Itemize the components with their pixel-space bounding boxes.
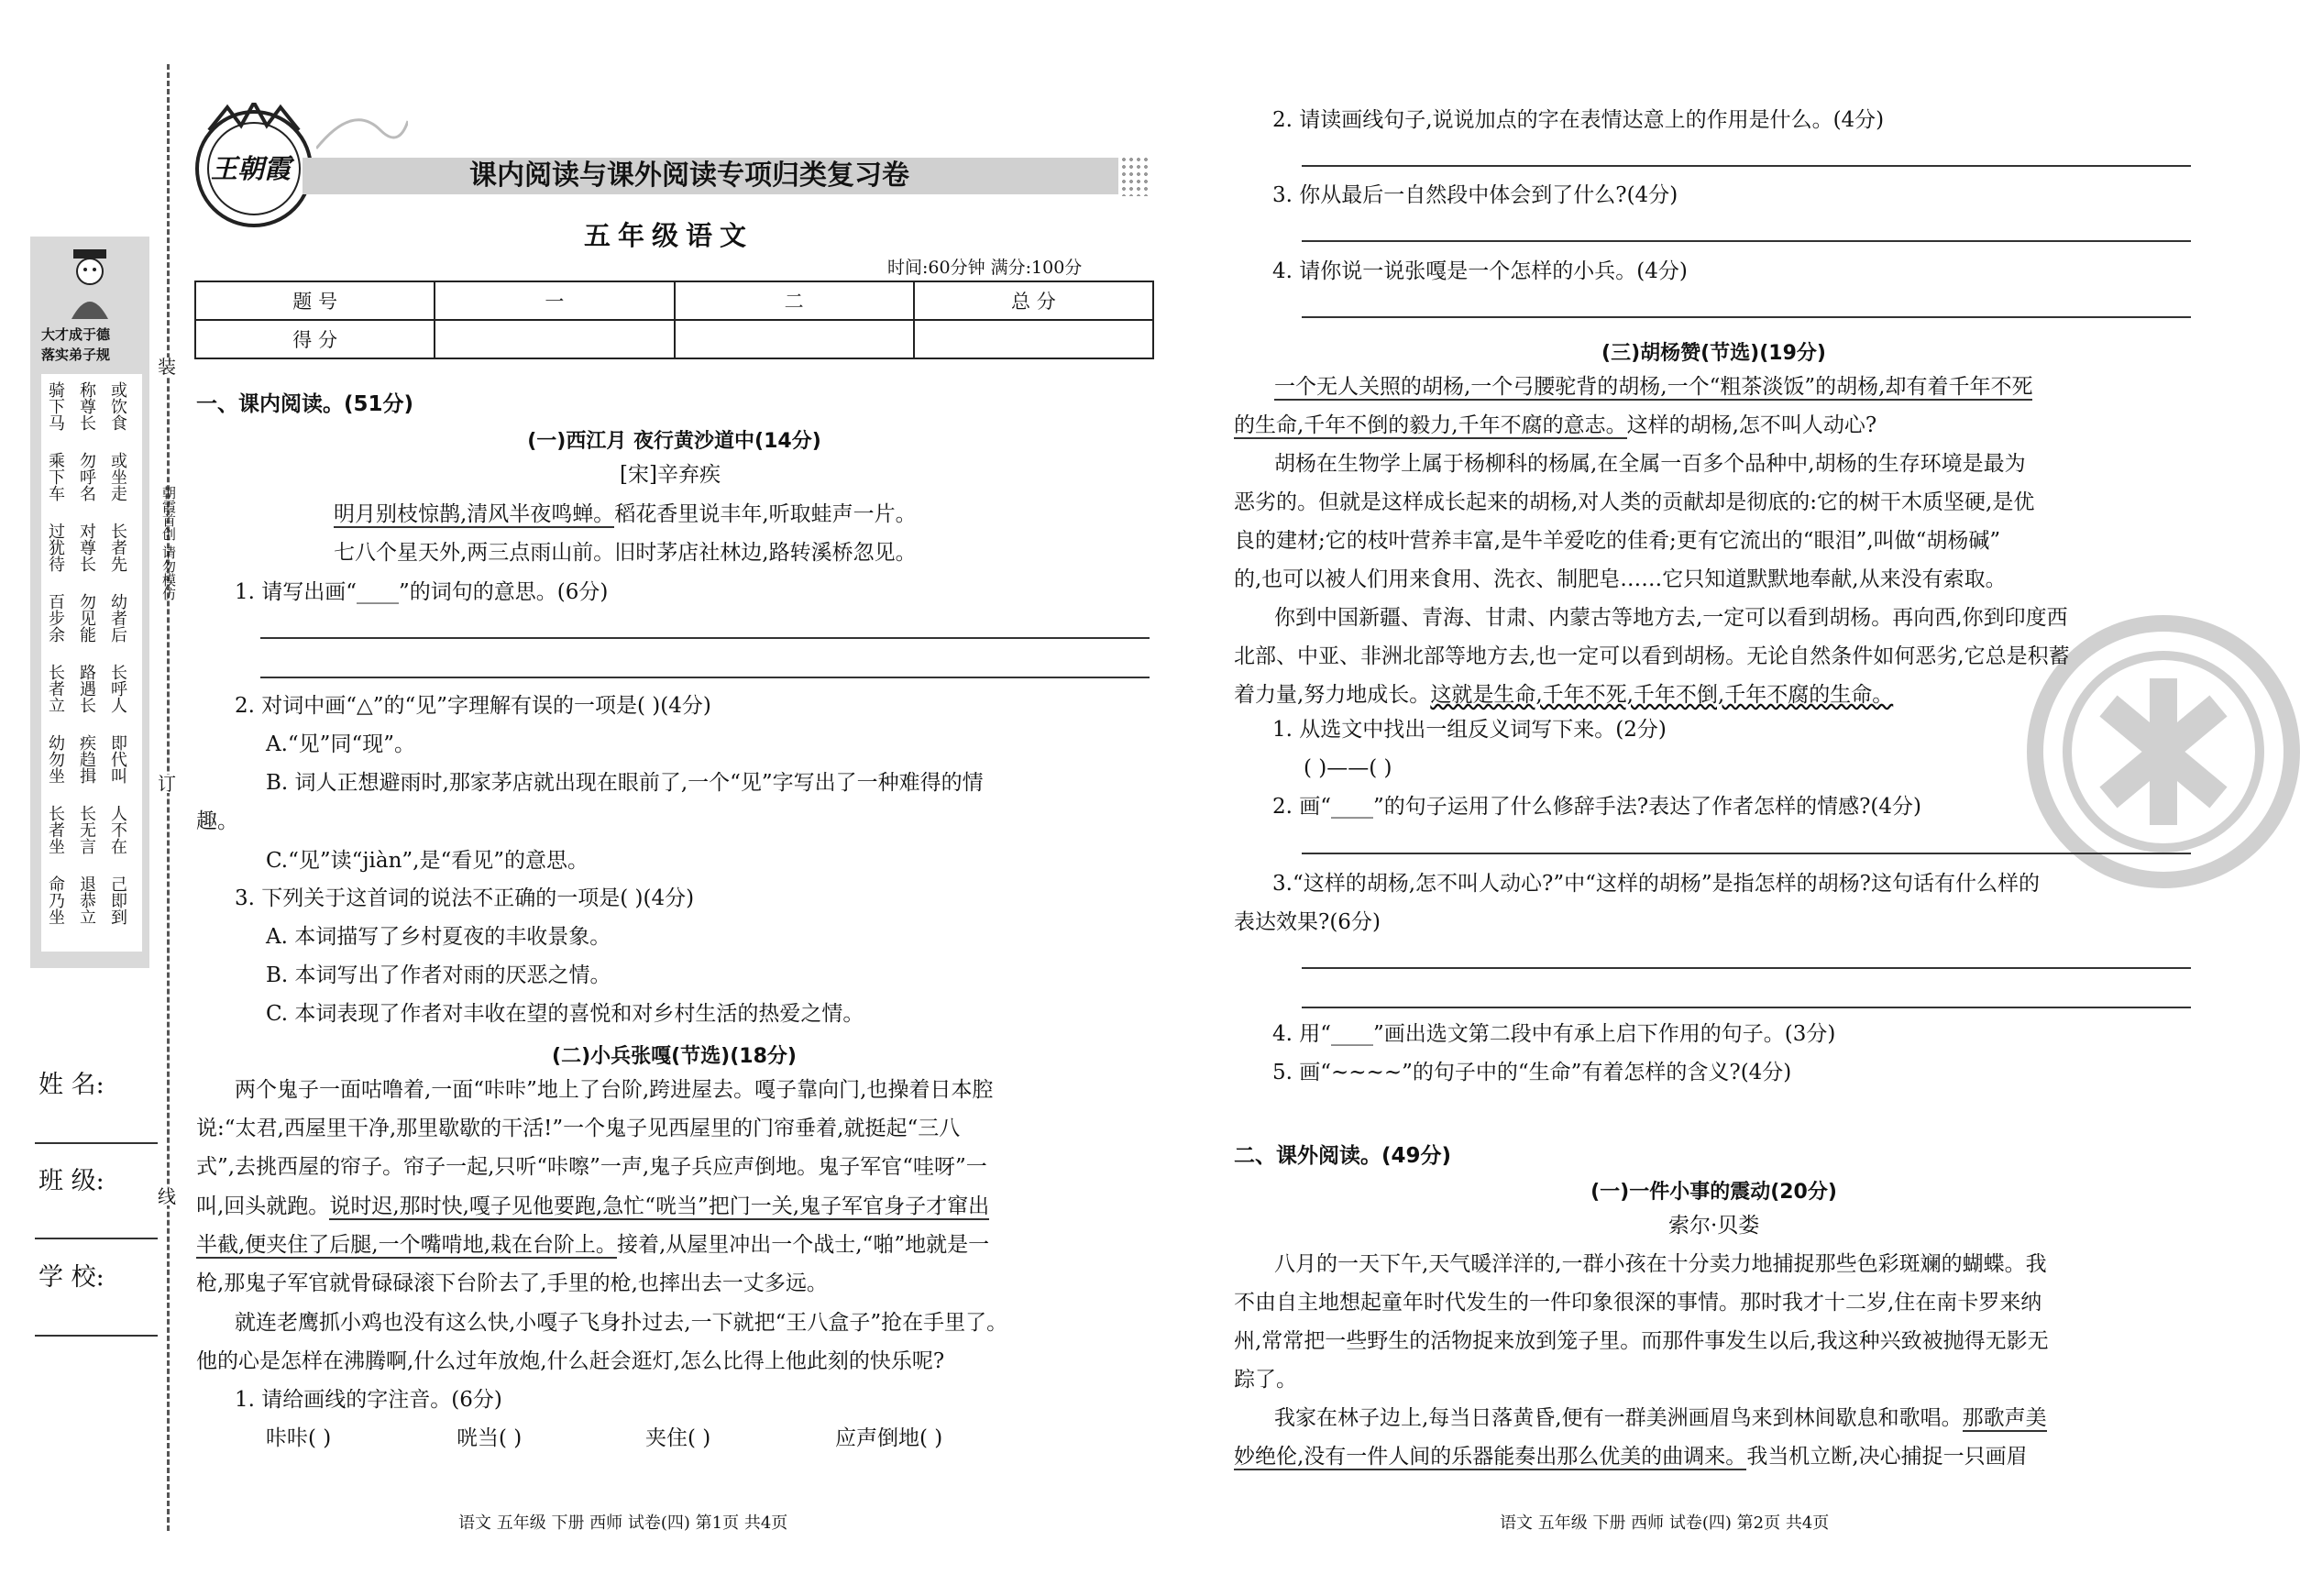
passage-underlined: 那歌声美 <box>1962 1406 2047 1430</box>
passage-author: 索尔·贝娄 <box>1668 1214 1760 1238</box>
poem-line-1 <box>334 504 917 525</box>
poem-column: 骑下马 <box>46 381 65 431</box>
name-line[interactable] <box>35 1142 158 1144</box>
poem-column: 或饮食 <box>108 381 127 431</box>
question: 1. 请给画线的字注音。(6分) <box>235 1388 502 1412</box>
passage-text: 我家在林子边上,每当日落黄昏,便有一群美洲画眉鸟来到林间歇息和歌唱。 <box>1274 1406 1963 1430</box>
exam-subtitle: 五年级语文 <box>584 220 754 251</box>
pinyin-item[interactable]: 应声倒地( ) <box>835 1426 943 1450</box>
poem-column: 退恭立 <box>77 875 96 925</box>
question: 4. 用“____”画出选文第二段中有承上启下作用的句子。(3分) <box>1272 1022 1836 1046</box>
page-footer: 语文 五年级 下册 西师 试卷(四) 第1页 共4页 <box>458 1513 788 1533</box>
answer-line[interactable] <box>260 637 1150 639</box>
passage-4-title: (一)一件小事的震动(20分) <box>1590 1181 1837 1204</box>
ribbon-icon <box>316 103 408 167</box>
passage-text: 这样的胡杨,怎不叫人动心? <box>1626 413 1877 437</box>
poem-line-2: 七八个星天外,两三点雨山前。旧时茅店社林边,路转溪桥忽见。 <box>334 541 917 565</box>
passage-line: 式”,去挑西屋的帘子。帘子一起,只听“咔嚓”一声,鬼子兵应声倒地。鬼子军官“哇呀”一 <box>196 1155 987 1179</box>
poem-column: 长者立 <box>46 664 65 713</box>
poem-underlined: 明月别枝惊鹊,清风半夜鸣蝉。 <box>334 502 615 526</box>
poem-column: 勿见能 <box>77 593 96 643</box>
poem-column: 或坐走 <box>108 452 127 501</box>
passage-line <box>196 1196 989 1217</box>
binding-dashed-line <box>167 64 170 1531</box>
exam-title: 课内阅读与课外阅读专项归类复习卷 <box>469 160 909 192</box>
score-header: 一 <box>435 281 674 320</box>
passage-line: 你到中国新疆、青海、甘肃、内蒙古等地方去,一定可以看到胡杨。再向西,你到印度西 <box>1274 606 2068 630</box>
question: 2. 请读画线句子,说说加点的字在表情达意上的作用是什么。(4分) <box>1272 108 1885 132</box>
poem-column: 路遇长 <box>77 664 96 713</box>
binding-char: 线 <box>158 1185 176 1207</box>
poem-column: 幼者后 <box>108 593 127 643</box>
poem-column: 己即到 <box>108 875 127 925</box>
answer-line[interactable] <box>1302 967 2191 969</box>
poem-column: 即代叫 <box>108 734 127 784</box>
option: 趣。 <box>196 809 238 833</box>
poem-column: 长无言 <box>77 805 96 854</box>
seal-text: 朝霞首创 <box>160 486 177 541</box>
pinyin-item[interactable]: 夹住( ) <box>645 1426 711 1450</box>
option: B. 词人正想避雨时,那家茅店就出现在眼前了,一个“见”字写出了一种难得的情 <box>266 771 984 795</box>
sidebar-motto: 落实弟子规 <box>41 347 111 363</box>
option: C. 本词表现了作者对丰收在望的喜悦和对乡村生活的热爱之情。 <box>266 1002 864 1026</box>
passage-line: 不由自主地想起童年时代发生的一件印象很深的事情。那时我才十二岁,住在南卡罗来纳 <box>1234 1291 2042 1315</box>
poem-column: 命乃坐 <box>46 875 65 925</box>
passage-text: 我当机立断,决心捕捉一只画眉 <box>1746 1445 2028 1469</box>
passage-line: 就连老鹰抓小鸡也没有这么快,小嘎子飞身扑过去,一下就把“王八盒子”抢在手里了。 <box>235 1311 1008 1335</box>
question: 表达效果?(6分) <box>1234 910 1381 934</box>
option: C.“见”读“jiàn”,是“看见”的意思。 <box>266 849 589 873</box>
answer-line[interactable] <box>1302 1007 2191 1008</box>
passage-underlined: 一个无人关照的胡杨,一个弓腰驼背的胡杨,一个“粗茶淡饭”的胡杨,却有着千年不死 <box>1274 375 2033 399</box>
passage-line <box>1274 1408 2047 1429</box>
poem-column: 乘下车 <box>46 452 65 501</box>
passage-line: 胡杨在生物学上属于杨柳科的杨属,在全属一百多个品种中,胡杨的生存环境是最为 <box>1274 452 2026 476</box>
score-row-label: 得 分 <box>195 320 435 358</box>
score-cell[interactable] <box>435 320 674 358</box>
passage-wavy: 这就是生命,千年不死,千年不倒,千年不腐的生命。 <box>1430 683 1894 707</box>
question: 3. 下列关于这首词的说法不正确的一项是( )(4分) <box>235 886 695 910</box>
scholar-figure-icon <box>62 248 117 321</box>
question: 2. 对词中画“△”的“见”字理解有误的一项是( )(4分) <box>235 694 711 718</box>
poem-column: 称尊长 <box>77 381 96 431</box>
poem-column: 对尊长 <box>77 523 96 572</box>
passage-text: 着力量,努力地成长。 <box>1234 683 1431 707</box>
school-label: 学 校: <box>39 1263 105 1292</box>
score-header: 总 分 <box>914 281 1153 320</box>
poem-text: 稻花香里说丰年,听取蛙声一片。 <box>614 502 917 526</box>
option: A. 本词描写了乡村夏夜的丰收景象。 <box>266 925 611 949</box>
passage-text: 叫,回头就跑。 <box>196 1194 330 1218</box>
poem-column: 长者坐 <box>46 805 65 854</box>
poem-column: 长呼人 <box>108 664 127 713</box>
section-1-title: 一、课内阅读。(51分) <box>196 392 414 416</box>
passage-line: 八月的一天下午,天气暖洋洋的,一群小孩在十分卖力地捕捉那些色彩斑斓的蝴蝶。我 <box>1274 1252 2047 1276</box>
question: 1. 从选文中找出一组反义词写下来。(2分) <box>1272 718 1667 742</box>
passage-line: 良的建材;它的枝叶营养丰富,是牛羊爱吃的佳肴;更有它流出的“眼泪”,叫做“胡杨碱” <box>1234 529 2001 553</box>
passage-line: 州,常常把一些野生的活物捉来放到笼子里。而那件事发生以后,我这种兴致被抛得无影无 <box>1234 1329 2049 1353</box>
score-header: 二 <box>675 281 914 320</box>
pinyin-item[interactable]: 咔咔( ) <box>266 1426 332 1450</box>
passage-line <box>1234 1447 2028 1468</box>
section-2-title: 二、课外阅读。(49分) <box>1234 1144 1452 1168</box>
name-label: 姓 名: <box>39 1071 105 1099</box>
passage-line <box>1234 415 1876 436</box>
passage-line: 北部、中亚、非洲北部等地方去,也一定可以看到胡杨。无论自然条件如何恶劣,它总是积蓄 <box>1234 644 2070 668</box>
poem-author: [宋]辛弃疾 <box>620 463 721 487</box>
page-footer: 语文 五年级 下册 西师 试卷(四) 第2页 共4页 <box>1500 1513 1830 1533</box>
poem-column: 长者先 <box>108 523 127 572</box>
passage-line <box>1274 377 2032 398</box>
sidebar-poem <box>41 374 142 952</box>
poem-column: 百步余 <box>46 593 65 643</box>
score-cell[interactable] <box>675 320 914 358</box>
answer-line[interactable] <box>260 677 1150 678</box>
logo-text: 王朝霞 <box>211 153 292 184</box>
passage-underlined: 说时迟,那时快,嘎子见他要跑,急忙“咣当”把门一关,鬼子军官身子才窜出 <box>329 1194 990 1218</box>
answer-line[interactable] <box>1302 853 2191 854</box>
answer-line[interactable] <box>1302 165 2191 167</box>
passage-line: 说:“太君,西屋里干净,那里歇歇的干活!”一个鬼子见西屋里的门帘垂着,就挺起“三八 <box>196 1117 961 1140</box>
passage-3-title: (三)胡杨赞(节选)(19分) <box>1601 342 1826 365</box>
score-table <box>194 281 1154 359</box>
school-line[interactable] <box>35 1335 158 1337</box>
class-label: 班 级: <box>39 1167 105 1195</box>
passage-line <box>196 1235 989 1256</box>
binding-char: 装 <box>158 356 176 378</box>
passage-line: 踪了。 <box>1234 1368 1297 1392</box>
logo-emblem <box>191 103 317 229</box>
answer-line[interactable] <box>1302 240 2191 242</box>
sidebar-panel <box>30 237 149 968</box>
question: 5. 画“~~~~”的句子中的“生命”有着怎样的含义?(4分) <box>1272 1061 1792 1084</box>
passage-line <box>1234 685 1893 706</box>
passage-2-title: (二)小兵张嘎(节选)(18分) <box>552 1045 797 1068</box>
passage-line: 的,也可以被人们用来食用、洗衣、制肥皂……它只知道默默地奉献,从来没有索取。 <box>1234 567 2007 591</box>
poem-title: (一)西江月 夜行黄沙道中(14分) <box>527 430 821 453</box>
seal-stamp <box>151 486 175 651</box>
poem-column: 疾趋揖 <box>77 734 96 784</box>
banner-dots <box>1120 156 1151 196</box>
passage-underlined: 半截,便夹住了后腿,一个嘴啃地,栽在台阶上。 <box>196 1233 617 1257</box>
score-header: 题 号 <box>195 281 435 320</box>
time-score: 时间:60分钟 满分:100分 <box>887 258 1083 278</box>
poem-column: 勿呼名 <box>77 452 96 501</box>
question: 2. 画“____”的句子运用了什么修辞手法?表达了作者怎样的情感?(4分) <box>1272 795 1922 819</box>
question: 3. 你从最后一自然段中体会到了什么?(4分) <box>1272 183 1678 207</box>
binding-char: 订 <box>158 773 176 795</box>
question: 1. 请写出画“____”的词句的意思。(6分) <box>235 580 609 604</box>
poem-column: 人不在 <box>108 805 127 854</box>
poem-column: 幼勿坐 <box>46 734 65 784</box>
question: 4. 请你说一说张嘎是一个怎样的小兵。(4分) <box>1272 259 1688 283</box>
score-cell[interactable] <box>914 320 1153 358</box>
option: A.“见”同“现”。 <box>266 732 415 756</box>
passage-line: 枪,那鬼子军官就骨碌碌滚下台阶去了,手里的枪,也摔出去一丈多远。 <box>196 1271 828 1295</box>
question: 3.“这样的胡杨,怎不叫人动心?”中“这样的胡杨”是指怎样的胡杨?这句话有什么样的 <box>1272 872 2040 896</box>
pinyin-item[interactable]: 咣当( ) <box>457 1426 523 1450</box>
sidebar-motto: 大才成于德 <box>41 326 111 343</box>
passage-underlined: 妙绝伦,没有一件人间的乐器能奏出那么优美的曲调来。 <box>1234 1445 1747 1469</box>
passage-line: 他的心是怎样在沸腾啊,什么过年放炮,什么赶会逛灯,怎么比得上他此刻的快乐呢? <box>196 1349 945 1373</box>
answer-line[interactable] <box>1302 316 2191 318</box>
passage-line: 恶劣的。但就是这样成长起来的胡杨,对人类的贡献却是彻底的:它的树干木质坚硬,是优 <box>1234 490 2035 514</box>
seal-text: 请勿模仿 <box>160 545 177 600</box>
passage-underlined: 的生命,千年不倒的毅力,千年不腐的意志。 <box>1234 413 1627 437</box>
option: B. 本词写出了作者对雨的厌恶之情。 <box>266 963 611 987</box>
passage-line: 两个鬼子一面咕噜着,一面“咔咔”地上了台阶,跨进屋去。嘎子靠向门,也操着日本腔 <box>235 1078 994 1102</box>
antonym-fill[interactable]: ( )——( ) <box>1304 756 1392 780</box>
passage-text: 接着,从屋里冲出一个战士,“啪”地就是一 <box>616 1233 990 1257</box>
class-line[interactable] <box>35 1238 158 1239</box>
poem-column: 过犹待 <box>46 523 65 572</box>
